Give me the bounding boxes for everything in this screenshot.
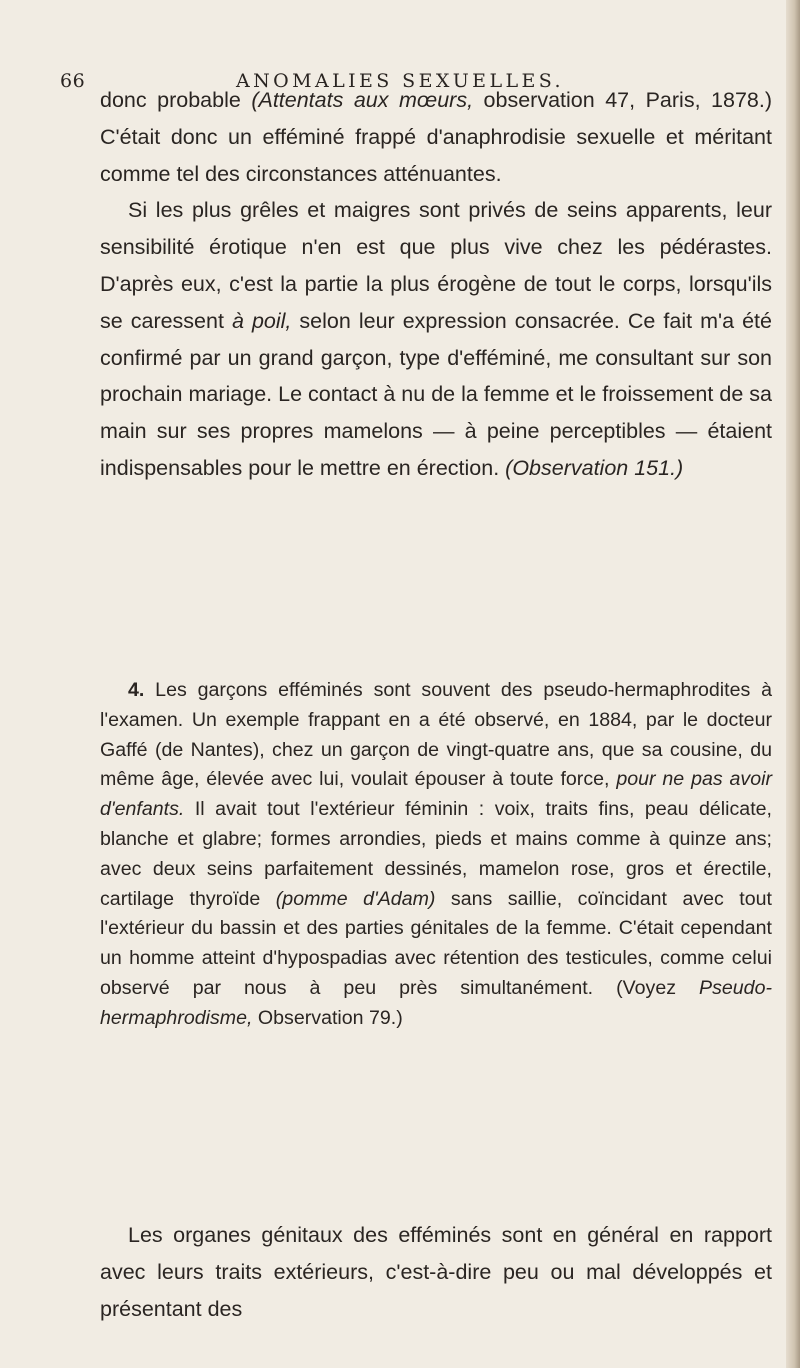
paragraph-4: Les organes génitaux des efféminés sont en général en rapport avec leurs traits extérieurs, c'est-à-dire peu ou mal développés et présentant des (100, 1223, 772, 1321)
small-print-section (100, 676, 772, 1034)
paragraph-2: Si les plus grêles et maigres sont privés de seins apparents, leur sensibilité érotique n'en est que plus vive chez les pédérastes. D'après eux, c'est la partie la plus érogène de tout le corps, lorsqu'ils se caressent à poil, selon leur expression consacrée. Ce fait m'a été confirmé par un grand garçon, type d'efféminé, me consultant sur son prochain mariage. Le contact à nu de la femme et le froissement de sa main sur ses propres mamelons — à peine perceptibles — étaient indispensables pour le mettre en érection. (Observation 151.) (100, 198, 772, 480)
paragraph-1: donc probable (Attentats aux mœurs, observation 47, Paris, 1878.) C'était donc un efféminé frappé d'anaphrodisie sexuelle et méritant comme tel des circonstances atténuantes. (100, 88, 773, 186)
main-text (100, 82, 772, 487)
section-number: 4. (128, 679, 145, 701)
paragraph-3: 4. Les garçons efféminés sont souvent des pseudo-hermaphrodites à l'examen. Un exemple frappant en a été observé, en 1884, par le docteur Gaffé (de Nantes), chez un garçon de vingt-quatre ans, que sa cousine, du même âge, élevée avec lui, voulait épouser à toute force, pour ne pas avoir d'enfants. Il avait tout l'extérieur féminin : voix, traits fins, peau délicate, blanche et glabre; formes arrondies, pieds et mains comme à quinze ans; avec deux seins parfaitement dessinés, mamelon rose, gros et érectile, cartilage thyroïde (pomme d'Adam) sans saillie, coïncidant avec tout l'extérieur du bassin et des parties génitales de la femme. C'était cependant un homme atteint d'hypospadias avec rétention des testicules, comme celui observé par nous à peu près simultanément. (Voyez Pseudo-hermaphrodisme, Observation 79.) (100, 679, 772, 1029)
page-number: 66 (60, 70, 86, 92)
main-text-continued (100, 1217, 772, 1327)
page-edge (786, 0, 800, 1368)
running-title: ANOMALIES SEXUELLES. (236, 70, 564, 92)
observation-ref: (Observation 151.) (505, 455, 684, 480)
citation: (Attentats aux mœurs, (251, 88, 474, 112)
emphasis: à poil, (231, 308, 292, 333)
